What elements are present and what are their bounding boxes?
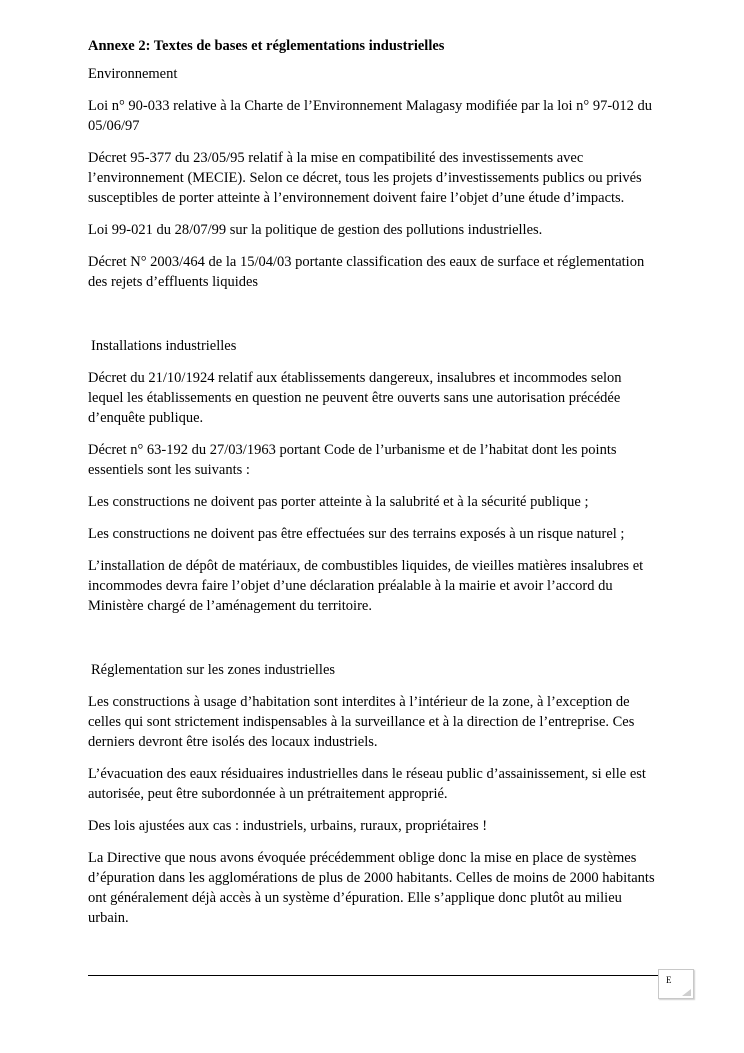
section-spacer xyxy=(88,304,660,336)
section-spacer xyxy=(88,628,660,660)
section-title-zones-industrielles: Réglementation sur les zones industrielles xyxy=(91,662,336,678)
paragraph-lois-ajustees: Des lois ajustées aux cas : industriels, urbains, ruraux, propriétaires ! xyxy=(88,818,488,834)
paragraph-habitation: Les constructions à usage d’habitation sont interdites à l’intérieur de la zone, à l’exception de celles qui sont strictement indispensables à la surveillance et à la direction de l’entreprise. Ces derniers devront être isolés des locaux industriels. xyxy=(88,694,635,750)
paragraph-eaux-residuaires: L’évacuation des eaux résiduaires industrielles dans le réseau public d’assainissement, si elle est autorisée, peut être subordonnée à un prétraitement approprié. xyxy=(88,766,646,802)
section-title-installations: Installations industrielles xyxy=(91,338,237,354)
paragraph-risque-naturel: Les constructions ne doivent pas être effectuées sur des terrains exposés à un risque naturel ; xyxy=(88,526,625,542)
paragraph-loi-99-021: Loi 99-021 du 28/07/99 sur la politique de gestion des pollutions industrielles. xyxy=(88,222,543,238)
paragraph-loi-90-033: Loi n° 90-033 relative à la Charte de l’Environnement Malagasy modifiée par la loi n° 97-012 du 05/06/97 xyxy=(88,98,653,134)
footer-divider xyxy=(88,975,658,976)
paragraph-decret-95-377: Décret 95-377 du 23/05/95 relatif à la mise en compatibilité des investissements avec l’environnement (MECIE). Selon ce décret, tous les projets d’investissements publics ou privés susceptibles de porter atteinte à l’environnement doivent faire l’objet d’une étude d’impacts. xyxy=(88,150,642,206)
paragraph-decret-1924: Décret du 21/10/1924 relatif aux établissements dangereux, insalubres et incommodes selon lequel les établissements en question ne peuvent être ouverts sans une autorisation précédée d’enquête publique. xyxy=(88,370,622,426)
paragraph-depot-materiaux: L’installation de dépôt de matériaux, de combustibles liquides, de vieilles matières insalubres et incommodes devra faire l’objet d’une déclaration préalable à la mairie et avoir l’accord du Ministère chargé de l’aménagement du territoire. xyxy=(88,558,644,614)
page-curl-icon xyxy=(682,989,691,996)
annex-title: Annexe 2: Textes de bases et réglementations industrielles xyxy=(88,38,445,54)
paragraph-decret-2003-464: Décret N° 2003/464 de la 15/04/03 portante classification des eaux de surface et réglementation des rejets d’effluents liquides xyxy=(88,254,645,290)
document-page xyxy=(88,36,660,940)
paragraph-salubrite: Les constructions ne doivent pas porter atteinte à la salubrité et à la sécurité publique ; xyxy=(88,494,589,510)
page-number-box xyxy=(658,969,694,999)
page-marker: E xyxy=(666,975,672,985)
paragraph-directive: La Directive que nous avons évoquée précédemment oblige donc la mise en place de systèmes d’épuration dans les agglomérations de plus de 2000 habitants. Celles de moins de 2000 habitants ont généralement déjà accès à un système d’épuration. Elle s’applique donc plutôt au milieu urbain. xyxy=(88,850,655,926)
section-title-environnement: Environnement xyxy=(88,66,178,82)
paragraph-decret-63-192: Décret n° 63-192 du 27/03/1963 portant Code de l’urbanisme et de l’habitat dont les points essentiels sont les suivants : xyxy=(88,442,617,478)
